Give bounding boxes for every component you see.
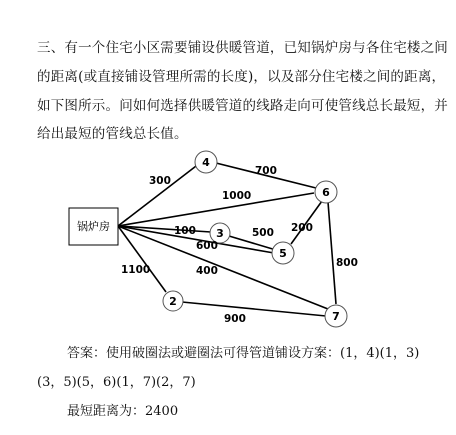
weight-1-6: 1000 [222,190,252,202]
answer-shortest-distance: 最短距离为：2400 [67,404,179,419]
node-label-5: 5 [279,247,287,260]
node-label-2: 2 [169,295,177,308]
weight-5-6: 200 [291,222,313,234]
node-label-6: 6 [322,186,330,199]
answer-line-1: 答案：使用破圈法或避圈法可得管道铺设方案：(1，4)(1，3) [67,346,420,361]
edge-1-6 [118,193,314,226]
answer-line-2: (3，5)(5，6)(1，7)(2，7) [37,375,196,390]
edge-2-7 [182,302,326,316]
weight-4-6: 700 [255,165,277,177]
weight-1-2: 1100 [121,264,151,276]
problem-line-2: 的距离(或直接铺设管理所需的长度)，以及部分住宅楼之间的距离， [37,69,446,85]
weight-1-7: 400 [196,265,218,277]
node-label-4: 4 [202,156,210,169]
node-label-7: 7 [332,310,340,323]
weight-6-7: 800 [336,257,358,269]
edge-6-7 [328,202,336,304]
weight-1-3: 100 [174,225,196,237]
weight-3-5: 500 [252,227,274,239]
problem-line-3: 如下图所示。问如何选择供暖管道的线路走向可使管线总长最短，并 [37,98,448,114]
problem-line-1: 三、有一个住宅小区需要铺设供暖管道，已知锅炉房与各住宅楼之间 [37,40,448,56]
boiler-room-label: 锅炉房 [77,220,110,233]
problem-line-4: 给出最短的管线总长值。 [37,126,188,142]
weight-1-4: 300 [149,175,171,187]
weight-1-5: 600 [196,240,218,252]
weight-2-7: 900 [224,313,246,325]
node-label-3: 3 [216,227,224,240]
edge-1-4 [118,163,200,226]
